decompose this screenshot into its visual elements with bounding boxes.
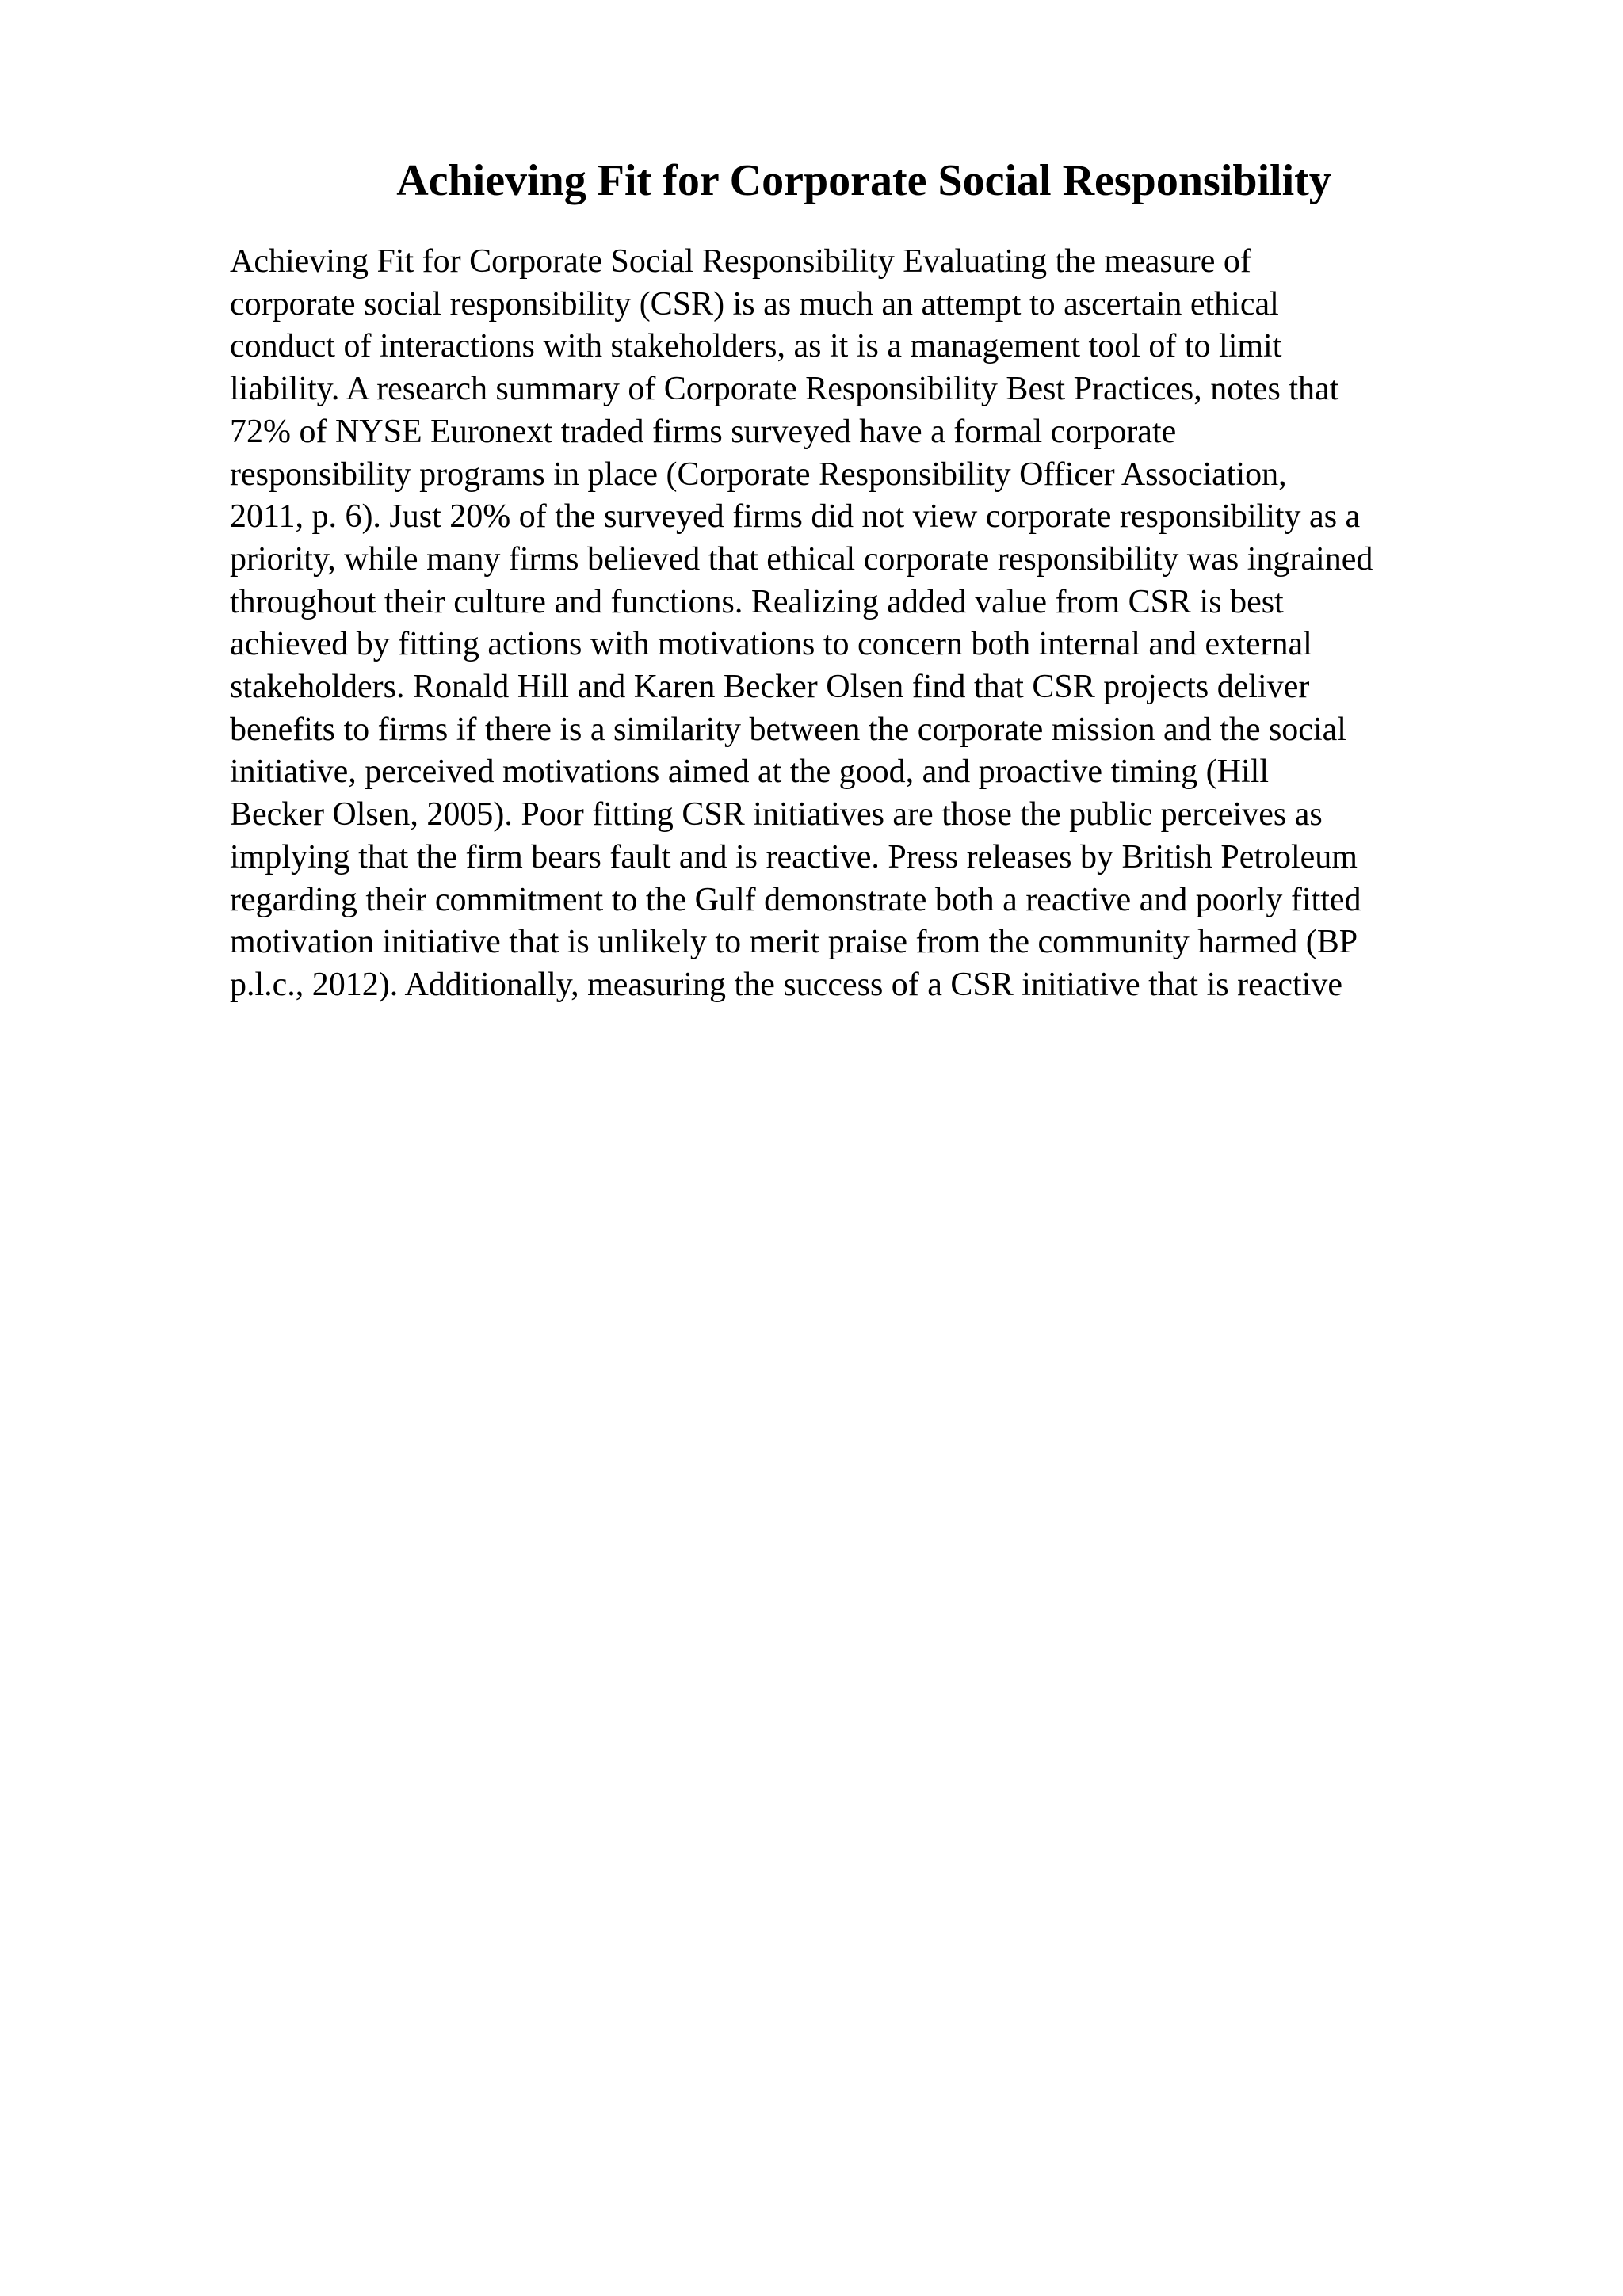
- body-line: 72% of NYSE Euronext traded firms surveyed have a formal corporate: [230, 413, 1177, 450]
- body-line: liability. A research summary of Corporate Responsibility Best Practices, notes that: [230, 371, 1339, 408]
- body-line: responsibility programs in place (Corporate Responsibility Officer Association,: [230, 456, 1287, 493]
- body-line: regarding their commitment to the Gulf demonstrate both a reactive and poorly fitted: [230, 881, 1361, 918]
- body-line: stakeholders. Ronald Hill and Karen Becker Olsen find that CSR projects deliver: [230, 669, 1310, 706]
- body-line: priority, while many firms believed that ethical corporate responsibility was ingrained: [230, 540, 1373, 578]
- body-line: initiative, perceived motivations aimed at the good, and proactive timing (Hill: [230, 753, 1269, 791]
- body-line: Becker Olsen, 2005). Poor fitting CSR initiatives are those the public perceives as: [230, 796, 1323, 833]
- body-line: conduct of interactions with stakeholders, as it is a management tool of to limit: [230, 328, 1282, 365]
- body-line: benefits to firms if there is a similarity between the corporate mission and the social: [230, 711, 1346, 748]
- document-body: [230, 241, 1514, 1007]
- body-line: corporate social responsibility (CSR) is as much an attempt to ascertain ethical: [230, 285, 1279, 322]
- body-line: implying that the firm bears fault and is reactive. Press releases by British Petroleum: [230, 838, 1358, 875]
- body-line: motivation initiative that is unlikely to merit praise from the community harmed (BP: [230, 924, 1358, 961]
- body-line: 2011, p. 6). Just 20% of the surveyed firms did not view corporate responsibility as a: [230, 498, 1361, 536]
- document-title: Achieving Fit for Corporate Social Responsibility: [396, 156, 1331, 205]
- body-line: throughout their culture and functions. Realizing added value from CSR is best: [230, 583, 1284, 620]
- body-line: p.l.c., 2012). Additionally, measuring the success of a CSR initiative that is reactive: [230, 966, 1342, 1003]
- body-line: achieved by fitting actions with motivations to concern both internal and external: [230, 626, 1312, 663]
- body-line: Achieving Fit for Corporate Social Responsibility Evaluating the measure of: [230, 243, 1251, 280]
